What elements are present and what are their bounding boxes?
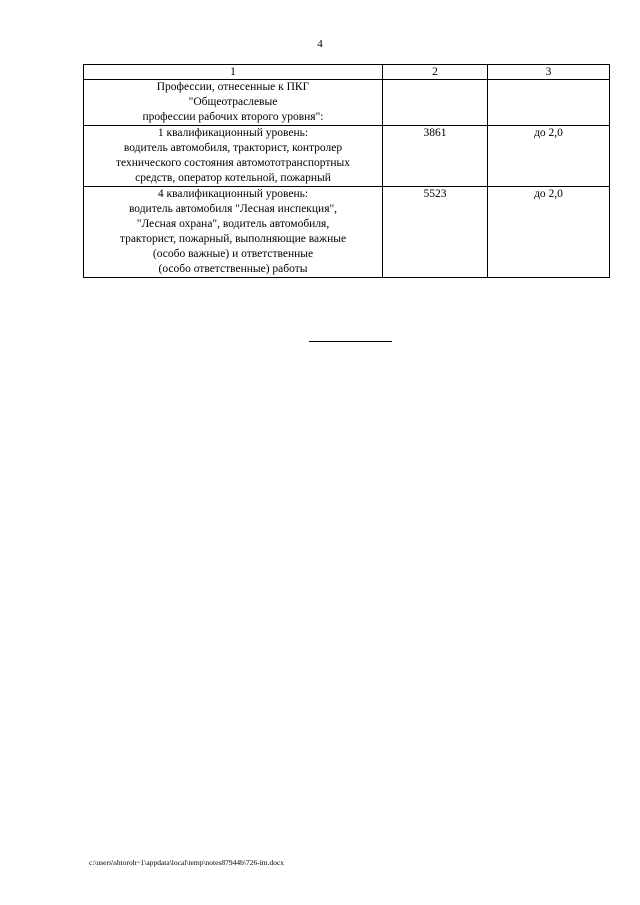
- salary-cell: 5523: [383, 187, 488, 278]
- profession-line: 1 квалификационный уровень:: [157, 127, 309, 139]
- salary-cell: [383, 80, 488, 126]
- coefficient-cell: до 2,0: [488, 187, 610, 278]
- profession-line: 4 квалификационный уровень:: [157, 188, 309, 200]
- profession-cell: [84, 187, 383, 278]
- table-row: [84, 187, 610, 278]
- file-path-footer: c:\users\shtoroh~1\appdata\local\temp\notes87944b\726-im.docx: [89, 858, 285, 867]
- profession-line: водитель автомобиля "Лесная инспекция",: [128, 203, 338, 215]
- header-cell-3: 3: [488, 65, 610, 80]
- profession-line: "Лесная охрана", водитель автомобиля,: [136, 218, 330, 230]
- coefficient-cell: до 2,0: [488, 126, 610, 187]
- coefficient-cell: [488, 80, 610, 126]
- profession-line: технического состояния автомототранспортных: [116, 157, 350, 169]
- page-number: 4: [317, 38, 323, 50]
- header-cell-2: 2: [383, 65, 488, 80]
- end-separator-line: [309, 341, 392, 342]
- table-row: [84, 126, 610, 187]
- profession-line: средств, оператор котельной, пожарный: [135, 172, 331, 184]
- professions-table: [83, 64, 610, 278]
- salary-cell: 3861: [383, 126, 488, 187]
- table-row: [84, 80, 610, 126]
- profession-line: (особо важные) и ответственные: [152, 248, 314, 260]
- profession-line: водитель автомобиля, тракторист, контролер: [123, 142, 343, 154]
- table-header-row: [84, 65, 610, 80]
- profession-line: профессии рабочих второго уровня":: [142, 111, 324, 123]
- header-cell-1: 1: [84, 65, 383, 80]
- profession-line: Профессии, отнесенные к ПКГ: [156, 81, 310, 93]
- profession-cell: [84, 80, 383, 126]
- profession-line: "Общеотраслевые: [188, 96, 278, 108]
- profession-cell: [84, 126, 383, 187]
- profession-line: (особо ответственные) работы: [158, 263, 308, 275]
- profession-line: тракторист, пожарный, выполняющие важные: [119, 233, 347, 245]
